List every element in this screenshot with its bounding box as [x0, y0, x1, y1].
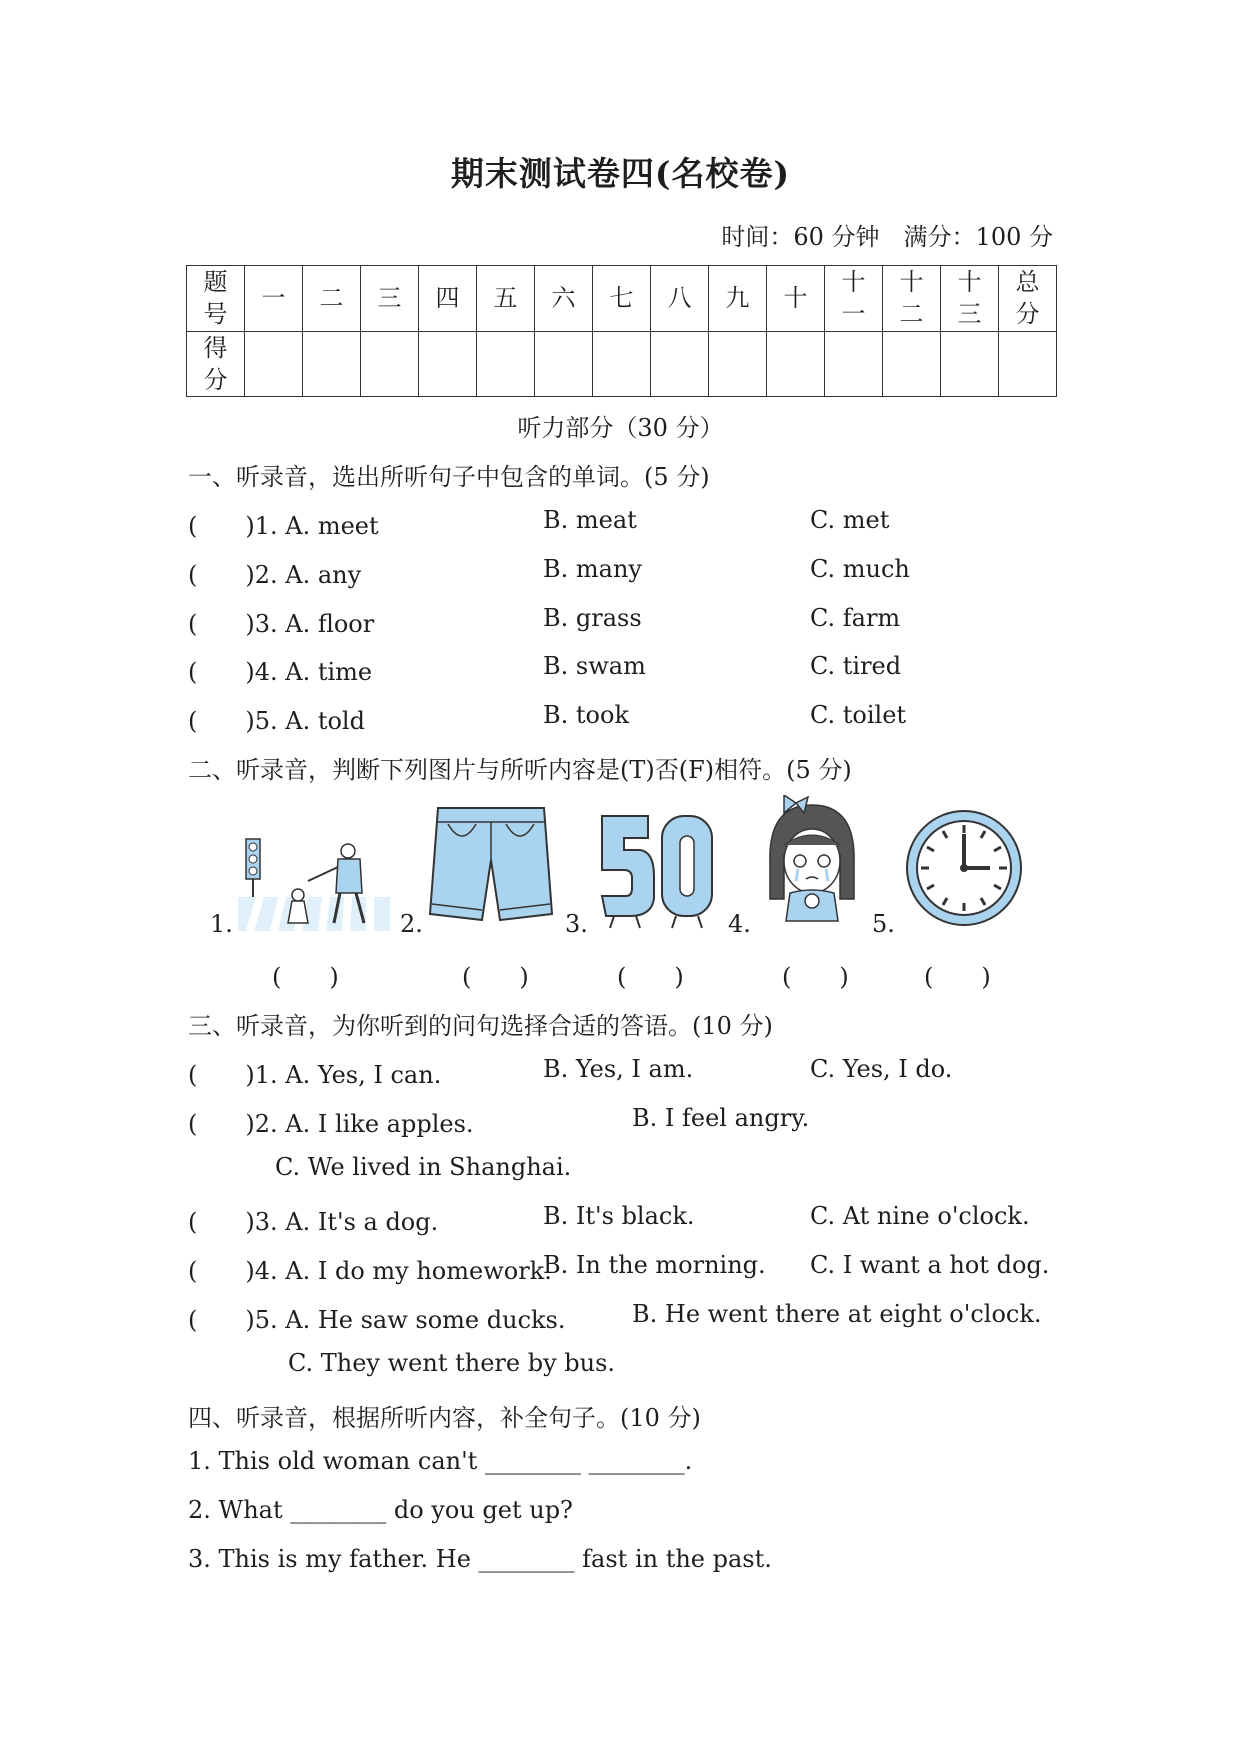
s1-q3-option-a: ( )3. A. floor	[188, 610, 375, 638]
score-table	[186, 265, 1057, 397]
s3-q3-option-a: ( )3. A. It's a dog.	[188, 1208, 439, 1236]
score-cell[interactable]	[245, 331, 303, 397]
s1-q3-option-b: B. grass	[543, 604, 642, 632]
score-cell[interactable]	[419, 331, 477, 397]
s4-sentence-1: 1. This old woman can't ________ ________.	[188, 1447, 693, 1475]
score-label: 得分	[203, 333, 228, 394]
score-cell[interactable]	[651, 331, 709, 397]
page-title: 期末测试卷四(名校卷)	[450, 154, 791, 193]
column-header: 三	[361, 266, 419, 332]
s1-q1-option-b: B. meat	[543, 506, 637, 534]
s3-q2-option-c: C. We lived in Shanghai.	[275, 1153, 572, 1181]
s3-q5-option-b: B. He went there at eight o'clock.	[632, 1300, 1042, 1328]
column-header: 一	[245, 266, 303, 332]
exam-meta: 时间：60 分钟 满分：100 分	[721, 223, 1053, 251]
column-header: 五	[477, 266, 535, 332]
score-cell[interactable]	[361, 331, 419, 397]
picture-number-4: 4.	[728, 910, 751, 938]
score-cell[interactable]	[535, 331, 593, 397]
answer-blank-5[interactable]: ( )	[924, 963, 991, 991]
s3-q1-option-c: C. Yes, I do.	[810, 1055, 953, 1083]
s3-q2-option-a: ( )2. A. I like apples.	[188, 1110, 474, 1138]
score-cell[interactable]	[709, 331, 767, 397]
picture-number-2: 2.	[400, 910, 423, 938]
score-cell[interactable]	[477, 331, 535, 397]
crossing-road-picture	[238, 837, 390, 931]
s4-sentence-3: 3. This is my father. He ________ fast in the past.	[188, 1545, 772, 1573]
score-cell[interactable]	[941, 331, 999, 397]
section1-heading: 一、听录音，选出所听句子中包含的单词。(5 分)	[188, 463, 710, 491]
score-cell[interactable]	[767, 331, 825, 397]
s3-q1-option-a: ( )1. A. Yes, I can.	[188, 1061, 442, 1089]
s1-q5-option-b: B. took	[543, 701, 629, 729]
section4-heading: 四、听录音，根据所听内容，补全句子。(10 分)	[188, 1404, 701, 1432]
answer-blank-1[interactable]: ( )	[272, 963, 339, 991]
header-label: 题号	[203, 268, 228, 329]
picture-number-1: 1.	[210, 910, 233, 938]
picture-number-3: 3.	[565, 910, 588, 938]
column-header: 总分	[999, 266, 1057, 332]
s3-q3-option-c: C. At nine o'clock.	[810, 1202, 1030, 1230]
answer-blank-4[interactable]: ( )	[782, 963, 849, 991]
s1-q3-option-c: C. farm	[810, 604, 901, 632]
number-fifty-picture	[596, 812, 718, 930]
column-header: 十二	[883, 266, 941, 332]
column-header: 十	[767, 266, 825, 332]
score-cell[interactable]	[593, 331, 651, 397]
s1-q2-option-b: B. many	[543, 555, 642, 583]
score-cell[interactable]	[825, 331, 883, 397]
column-header: 八	[651, 266, 709, 332]
column-header: 十三	[941, 266, 999, 332]
answer-blank-2[interactable]: ( )	[462, 963, 529, 991]
picture-number-5: 5.	[872, 910, 895, 938]
s3-q2-option-b: B. I feel angry.	[632, 1104, 810, 1132]
listening-part-heading: 听力部分（30 分）	[517, 414, 724, 442]
s3-q4-option-a: ( )4. A. I do my homework.	[188, 1257, 552, 1285]
s1-q4-option-a: ( )4. A. time	[188, 658, 373, 686]
s1-q5-option-c: C. toilet	[810, 701, 907, 729]
score-cell[interactable]	[999, 331, 1057, 397]
s1-q5-option-a: ( )5. A. told	[188, 707, 365, 735]
s1-q4-option-c: C. tired	[810, 652, 902, 680]
column-header: 七	[593, 266, 651, 332]
s3-q5-option-c: C. They went there by bus.	[288, 1349, 616, 1377]
section2-heading: 二、听录音，判断下列图片与所听内容是(T)否(F)相符。(5 分)	[188, 756, 852, 784]
s1-q2-option-a: ( )2. A. any	[188, 561, 362, 589]
score-cell[interactable]	[303, 331, 361, 397]
s3-q3-option-b: B. It's black.	[543, 1202, 695, 1230]
s1-q4-option-b: B. swam	[543, 652, 646, 680]
score-table-score-row	[187, 331, 1057, 397]
score-label-cell	[187, 331, 245, 397]
column-header: 四	[419, 266, 477, 332]
section3-heading: 三、听录音，为你听到的问句选择合适的答语。(10 分)	[188, 1012, 773, 1040]
answer-blank-3[interactable]: ( )	[617, 963, 684, 991]
column-header: 二	[303, 266, 361, 332]
s3-q1-option-b: B. Yes, I am.	[543, 1055, 694, 1083]
s3-q4-option-b: B. In the morning.	[543, 1251, 766, 1279]
score-cell[interactable]	[883, 331, 941, 397]
s3-q5-option-a: ( )5. A. He saw some ducks.	[188, 1306, 566, 1334]
score-table-header-row	[187, 266, 1057, 332]
s1-q2-option-c: C. much	[810, 555, 910, 583]
crying-girl-picture	[762, 795, 862, 925]
header-label-cell	[187, 266, 245, 332]
s1-q1-option-a: ( )1. A. meet	[188, 512, 379, 540]
s3-q4-option-c: C. I want a hot dog.	[810, 1251, 1050, 1279]
s1-q1-option-c: C. met	[810, 506, 890, 534]
column-header: 九	[709, 266, 767, 332]
s4-sentence-2: 2. What ________ do you get up?	[188, 1496, 573, 1524]
column-header: 十一	[825, 266, 883, 332]
column-header: 六	[535, 266, 593, 332]
clock-picture	[904, 808, 1024, 928]
shorts-picture	[428, 800, 554, 930]
